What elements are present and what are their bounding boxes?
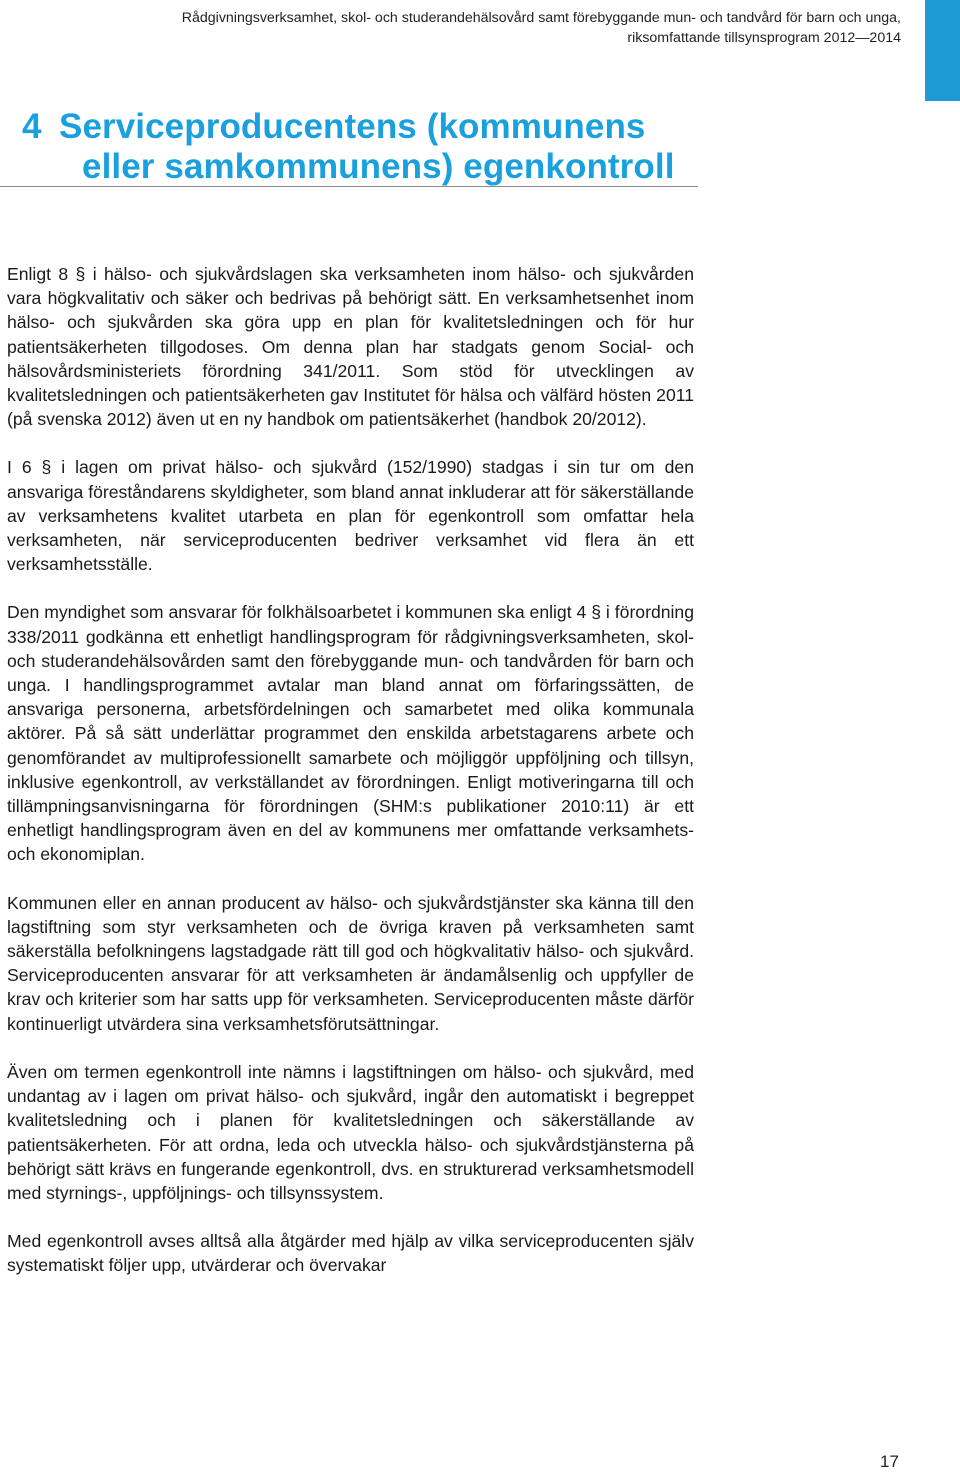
paragraph: Även om termen egenkontroll inte nämns i lagstiftningen om hälso- och sjukvård, med undantag av i lagen om privat hälso- och sjukvård, ingår den automatiskt i begreppet kvalitetsledning och i planen för kvalitetsledningen och säkerställande av patientsäkerheten. För att ordna, leda och utveckla hälso- och sjukvårdstjänsterna på behörigt sätt krävs en fungerande egenkontroll, dvs. en strukturerad verksamhetsmodell med styrnings-, uppföljnings- och tillsynssystem.	[7, 1061, 694, 1203]
heading-divider	[0, 186, 698, 187]
chapter-title-line-1: Serviceproducentens (kommunens	[59, 107, 646, 146]
chapter-tab-marker	[925, 0, 960, 101]
page-number: 17	[880, 1452, 899, 1471]
paragraph: Enligt 8 § i hälso- och sjukvårdslagen ska verksamheten inom hälso- och sjukvården vara högkvalitativ och säker och bedrivas på behörigt sätt. En verksamhetsenhet inom hälso- och sjukvården ska göra upp en plan för kvalitetsledningen och för hur patientsäkerheten tillgodoses. Om denna plan har stadgats genom Social- och hälsovårdsministeriets förordning 341/2011. Som stöd för utvecklingen av kvalitetsledningen och patientsäkerheten gav Institutet för hälsa och välfärd hösten 2011 (på svenska 2012) även ut en ny handbok om patientsäkerhet (handbok 20/2012).	[7, 264, 694, 430]
chapter-number: 4	[22, 107, 42, 146]
chapter-title-line-2: eller samkommunens) egenkontroll	[82, 147, 675, 186]
paragraph: Med egenkontroll avses alltså alla åtgärder med hjälp av vilka serviceproducenten själv systematiskt följer upp, utvärderar och övervakar	[7, 1231, 694, 1276]
paragraph: I 6 § i lagen om privat hälso- och sjukvård (152/1990) stadgas i sin tur om den ansvariga föreståndarens skyldigheter, som bland annat inkluderar att för säkerställande av verksamhetens kvalitet utarbeta en plan för egenkontroll som omfattar hela verksamheten, när serviceproducenten bedriver verksamhet vid flera än ett verksamhetsställe.	[7, 457, 694, 575]
paragraph: Den myndighet som ansvarar för folkhälsoarbetet i kommunen ska enligt 4 § i förordning 338/2011 godkänna ett enhetligt handlingsprogram för rådgivningsverksamheten, skol- och studerandehälsovården samt den förebyggande mun- och tandvården för barn och unga. I handlingsprogrammet avtalar man bland annat om förfaringssätten, de ansvariga personerna, arbetsfördelningen och samarbetet med olika kommunala aktörer. På så sätt underlättar programmet den enskilda arbetstagarens arbete och genomförandet av multiprofessionellt samarbete och möjliggör uppföljning och tillsyn, inklusive egenkontroll, av verkställandet av förordningen. Enligt motiveringarna till och tillämpningsanvisningarna för förordningen (SHM:s publikationer 2010:11) är ett enhetligt handlingsprogram även en del av kommunens mer omfattande verksamhets- och ekonomiplan.	[7, 602, 694, 865]
chapter-heading	[22, 107, 698, 187]
running-header-line-2: riksomfattande tillsynsprogram 2012—2014	[627, 30, 901, 46]
paragraph: Kommunen eller en annan producent av hälso- och sjukvårdstjänster ska känna till den lagstiftning som styr verksamheten och de övriga kraven på verksamheten samt säkerställa befolkningens lagstadgade rätt till god och högkvalitativ hälso- och sjukvård. Serviceproducenten ansvarar för att verksamheten är ändamålsenlig och uppfyller de krav och kriterier som har satts upp för verksamheten. Serviceproducenten måste därför kontinuerligt utvärdera sina verksamhetsförutsättningar.	[7, 892, 694, 1034]
running-header-line-1: Rådgivningsverksamhet, skol- och studerandehälsovård samt förebyggande mun- och tandvård för barn och unga,	[181, 10, 901, 26]
body-text	[7, 262, 694, 1302]
running-header	[120, 8, 901, 48]
